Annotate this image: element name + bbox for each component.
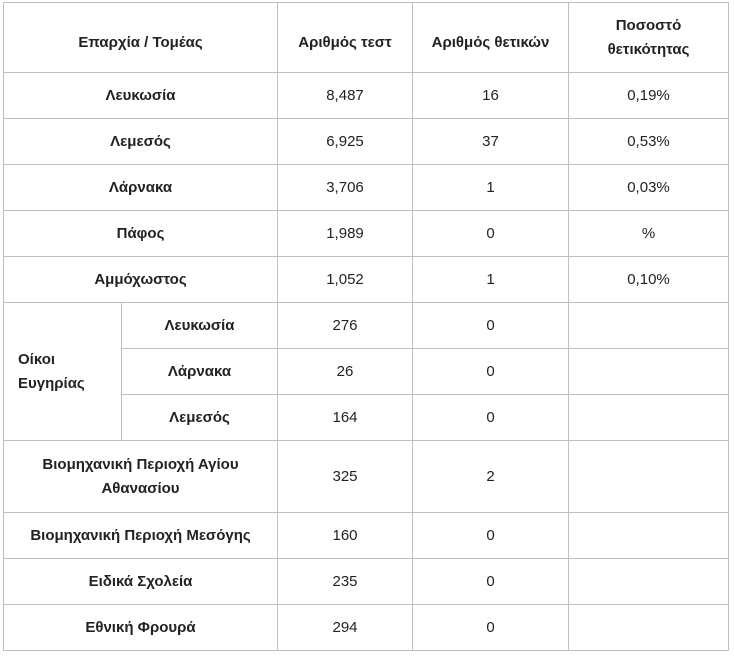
row-tests: 235 bbox=[278, 559, 413, 605]
row-tests: 8,487 bbox=[278, 73, 413, 119]
row-name: Λευκωσία bbox=[4, 73, 278, 119]
row-positives: 0 bbox=[413, 559, 569, 605]
table-row bbox=[4, 211, 729, 257]
row-positives: 16 bbox=[413, 73, 569, 119]
row-name: Λάρνακα bbox=[4, 165, 278, 211]
row-positives: 37 bbox=[413, 119, 569, 165]
row-rate bbox=[569, 395, 729, 441]
header-tests: Αριθμός τεστ bbox=[278, 3, 413, 73]
row-name: Πάφος bbox=[4, 211, 278, 257]
row-rate: % bbox=[569, 211, 729, 257]
care-homes-group-label bbox=[4, 303, 122, 441]
row-name-line2: Αθανασίου bbox=[101, 479, 180, 497]
row-tests: 160 bbox=[278, 513, 413, 559]
row-tests: 164 bbox=[278, 395, 413, 441]
row-positives: 0 bbox=[413, 211, 569, 257]
header-rate bbox=[569, 3, 729, 73]
table-row bbox=[4, 303, 729, 349]
row-name bbox=[4, 441, 278, 513]
row-positives: 0 bbox=[413, 349, 569, 395]
table-row bbox=[4, 119, 729, 165]
row-positives: 1 bbox=[413, 165, 569, 211]
row-rate bbox=[569, 441, 729, 513]
sub-row-name: Λεμεσός bbox=[122, 395, 278, 441]
row-tests: 3,706 bbox=[278, 165, 413, 211]
row-rate bbox=[569, 303, 729, 349]
table-row bbox=[4, 257, 729, 303]
row-tests: 276 bbox=[278, 303, 413, 349]
row-rate: 0,53% bbox=[569, 119, 729, 165]
row-tests: 1,052 bbox=[278, 257, 413, 303]
table-row bbox=[4, 605, 729, 651]
row-positives: 0 bbox=[413, 303, 569, 349]
table-row bbox=[4, 513, 729, 559]
row-name: Αμμόχωστος bbox=[4, 257, 278, 303]
row-tests: 26 bbox=[278, 349, 413, 395]
row-rate: 0,03% bbox=[569, 165, 729, 211]
row-positives: 0 bbox=[413, 395, 569, 441]
header-positives: Αριθμός θετικών bbox=[413, 3, 569, 73]
table-row bbox=[4, 73, 729, 119]
row-name: Βιομηχανική Περιοχή Μεσόγης bbox=[4, 513, 278, 559]
row-rate: 0,19% bbox=[569, 73, 729, 119]
row-tests: 325 bbox=[278, 441, 413, 513]
row-positives: 0 bbox=[413, 605, 569, 651]
row-name: Ειδικά Σχολεία bbox=[4, 559, 278, 605]
header-rate-line2: θετικότητας bbox=[607, 40, 690, 58]
row-rate: 0,10% bbox=[569, 257, 729, 303]
table-row bbox=[4, 559, 729, 605]
table-row bbox=[4, 441, 729, 513]
sub-row-name: Λάρνακα bbox=[122, 349, 278, 395]
row-tests: 1,989 bbox=[278, 211, 413, 257]
row-rate bbox=[569, 513, 729, 559]
row-positives: 0 bbox=[413, 513, 569, 559]
header-row bbox=[4, 3, 729, 73]
row-tests: 6,925 bbox=[278, 119, 413, 165]
covid-test-results-table bbox=[3, 2, 729, 651]
row-name: Λεμεσός bbox=[4, 119, 278, 165]
row-name: Εθνική Φρουρά bbox=[4, 605, 278, 651]
row-positives: 1 bbox=[413, 257, 569, 303]
row-rate bbox=[569, 559, 729, 605]
row-rate bbox=[569, 349, 729, 395]
care-homes-line1: Οίκοι bbox=[18, 350, 56, 368]
row-positives: 2 bbox=[413, 441, 569, 513]
header-rate-line1: Ποσοστό bbox=[615, 16, 682, 34]
sub-row-name: Λευκωσία bbox=[122, 303, 278, 349]
row-name-line1: Βιομηχανική Περιοχή Αγίου bbox=[42, 455, 239, 473]
table-row bbox=[4, 165, 729, 211]
care-homes-line2: Ευγηρίας bbox=[18, 374, 85, 392]
row-tests: 294 bbox=[278, 605, 413, 651]
row-rate bbox=[569, 605, 729, 651]
header-region: Επαρχία / Τομέας bbox=[4, 3, 278, 73]
